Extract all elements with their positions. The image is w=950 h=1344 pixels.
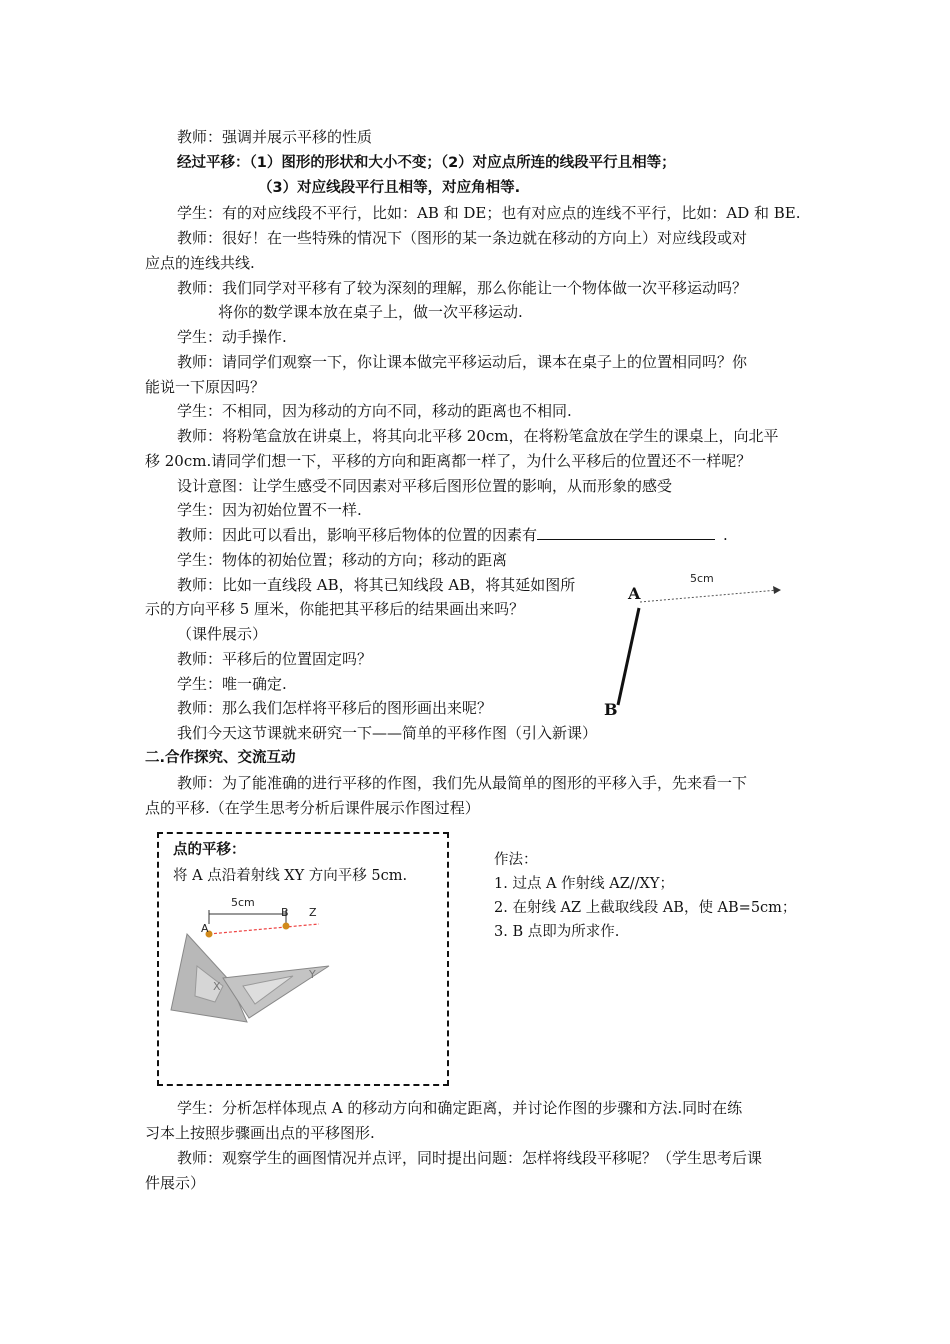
segment-ab xyxy=(618,608,639,705)
point-a-label: A xyxy=(628,584,641,603)
box-title: 点的平移： xyxy=(173,842,246,858)
box-point-z: Z xyxy=(309,906,317,919)
text-segment: 教师：因此可以看出，影响平移后物体的位置的因素有 xyxy=(177,526,538,544)
text-line: 教师：比如一直线段 AB，将其已知线段 AB，将其延如图所 xyxy=(177,576,576,594)
text-line: 能说一下原因吗？ xyxy=(145,378,266,396)
design-intent-line: 设计意图：让学生感受不同因素对平移后图形位置的影响，从而形象的感受 xyxy=(177,477,673,495)
text-segment: . xyxy=(723,526,728,544)
ray-az xyxy=(209,924,319,934)
text-line: 学生：分析怎样体现点 A 的移动方向和确定距离，并讨论作图的步骤和方法.同时在练 xyxy=(177,1099,743,1117)
direction-arrow-line xyxy=(640,590,778,602)
distance-label: 5cm xyxy=(690,572,714,585)
section-heading: 二.合作探究、交流互动 xyxy=(145,750,296,766)
point-b-dot xyxy=(283,923,290,930)
text-line: 将你的数学课本放在桌子上，做一次平移运动. xyxy=(218,303,523,321)
text-line: 示的方向平移 5 厘米，你能把其平移后的结果画出来吗？ xyxy=(145,600,525,618)
segment-translation-figure xyxy=(598,566,810,722)
text-line: 学生：因为初始位置不一样. xyxy=(177,501,362,519)
box-point-a: A xyxy=(201,922,209,935)
dim-label: 5cm xyxy=(231,896,255,909)
text-line: 学生：动手操作. xyxy=(177,328,287,346)
text-line: 习本上按照步骤画出点的平移图形. xyxy=(145,1124,375,1142)
step-1: 1. 过点 A 作射线 AZ//XY； xyxy=(494,876,674,892)
point-b-label: B xyxy=(604,700,618,719)
text-line: 教师：观察学生的画图情况并点评，同时提出问题：怎样将线段平移呢？（学生思考后课 xyxy=(177,1149,763,1167)
teacher-line: 教师：强调并展示平移的性质 xyxy=(177,128,373,146)
text-line: 移 20cm.请同学们想一下，平移的方向和距离都一样了，为什么平移后的位置还不一样呢？ xyxy=(145,452,752,470)
text-line: 件展示） xyxy=(145,1174,206,1192)
box-point-y: Y xyxy=(309,968,316,981)
point-translation-box xyxy=(157,832,449,1086)
fill-blank xyxy=(537,525,715,540)
step-2: 2. 在射线 AZ 上截取线段 AB，使 AB=5cm； xyxy=(494,900,797,916)
construction-steps xyxy=(494,848,796,944)
text-line: 教师：那么我们怎样将平移后的图形画出来呢？ xyxy=(177,699,493,717)
text-line: 教师：很好！在一些特殊的情况下（图形的某一条边就在移动的方向上）对应线段或对 xyxy=(177,229,748,247)
arrow-head xyxy=(773,586,781,594)
text-line: 学生：不相同，因为移动的方向不同，移动的距离也不相同. xyxy=(177,402,572,420)
text-line-with-blank xyxy=(177,524,728,546)
text-line: （课件展示） xyxy=(177,625,268,643)
property-line-2: （3）对应线段平行且相等，对应角相等. xyxy=(258,180,521,196)
steps-heading: 作法： xyxy=(494,852,538,868)
text-line: 学生：唯一确定. xyxy=(177,675,287,693)
text-line: 学生：有的对应线段不平行，比如：AB 和 DE；也有对应点的连线不平行，比如：AD 和 BE. xyxy=(177,204,801,222)
text-line: 应点的连线共线. xyxy=(145,254,255,272)
text-line: 点的平移.（在学生思考分析后课件展示作图过程） xyxy=(145,799,480,817)
text-line: 教师：平移后的位置固定吗？ xyxy=(177,650,373,668)
text-line: 我们今天这节课就来研究一下——简单的平移作图（引入新课） xyxy=(177,724,598,742)
step-3: 3. B 点即为所求作. xyxy=(494,924,620,940)
text-line: 教师：我们同学对平移有了较为深刻的理解，那么你能让一个物体做一次平移运动吗？ xyxy=(177,279,748,297)
box-point-x: X xyxy=(213,980,221,993)
text-line: 学生：物体的初始位置；移动的方向；移动的距离 xyxy=(177,551,508,569)
box-point-b: B xyxy=(281,906,289,919)
box-text: 将 A 点沿着射线 XY 方向平移 5cm. xyxy=(173,868,408,884)
text-line: 教师：请同学们观察一下，你让课本做完平移运动后，课本在桌子上的位置相同吗？你 xyxy=(177,353,748,371)
text-line xyxy=(145,126,372,148)
property-line-1: 经过平移：（1）图形的形状和大小不变；（2）对应点所连的线段平行且相等； xyxy=(177,155,676,171)
text-line: 教师：为了能准确的进行平移的作图，我们先从最简单的图形的平移入手，先来看一下 xyxy=(177,774,748,792)
text-line: 教师：将粉笔盒放在讲桌上，将其向北平移 20cm，在将粉笔盒放在学生的课桌上，向北平 xyxy=(177,427,779,445)
